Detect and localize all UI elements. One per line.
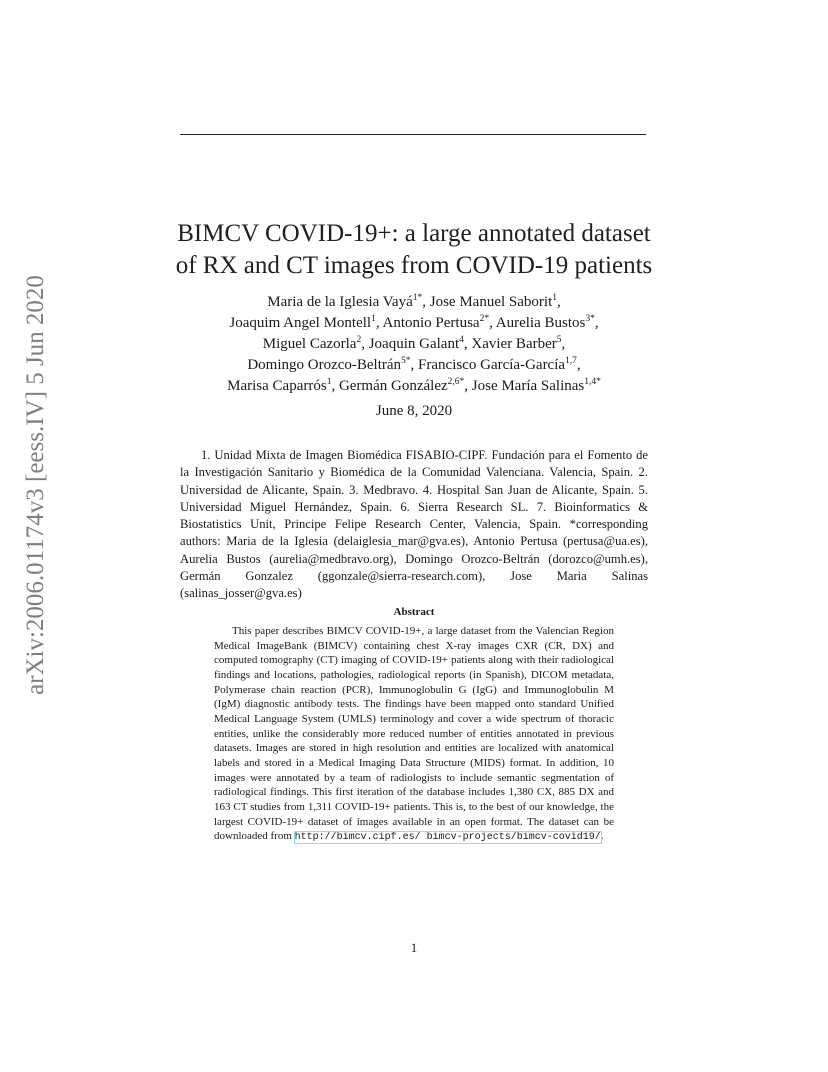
author-name: Miguel Cazorla [262,336,357,352]
author-list [170,292,658,397]
affiliation-mark: 1 [326,377,332,387]
page-number: 1 [410,940,418,955]
affiliation-mark: 2* [479,314,490,324]
separator: , [556,294,561,310]
publication-date: June 8, 2020 [375,403,453,419]
author-line-4 [170,355,658,376]
arxiv-id: arXiv:2006.01174v3 [eess.IV] 5 Jun 2020 [22,275,49,695]
author-name: Marisa Caparrós [227,378,327,394]
affiliation-mark: 2,6* [447,377,465,387]
dataset-download-link[interactable]: http://bimcv.cipf.es/ bimcv-projects/bimcv-covid19/ [294,832,601,844]
affiliation-mark: 1* [412,293,423,303]
abstract-heading: Abstract [393,606,435,618]
affiliation-mark: 1,4* [584,377,601,387]
author-name: , Joaquin Galant [361,336,460,352]
affiliation-mark: 1 [371,314,376,324]
author-name: Domingo Orozco-Beltrán [247,357,402,373]
paper-title [150,218,678,282]
author-line-3 [170,334,658,355]
author-name: , Aurelia Bustos [489,315,586,331]
author-line-5 [170,376,658,397]
affiliation-mark: 1 [552,293,557,303]
affiliation-mark: 5* [401,356,411,366]
author-name: , Francisco García-García [410,357,566,373]
affiliation-mark: 4 [459,335,464,345]
abstract-body [214,624,614,846]
separator: , [594,315,599,331]
affiliation-mark: 5 [556,335,562,345]
author-name: , Jose Manuel Saborit [422,294,553,310]
affiliation-mark: 1,7 [565,356,577,366]
author-name: Joaquim Angel Montell [229,315,372,331]
affiliation-mark: 2 [356,335,362,345]
author-name: Maria de la Iglesia Vayá [267,294,413,310]
affiliation-mark: 3* [585,314,595,324]
author-name: , Xavier Barber [463,336,557,352]
separator: , [561,336,566,352]
author-name: , Germán González [331,378,448,394]
abstract-text: This paper describes BIMCV COVID-19+, a large dataset from the Valencian Region Medical ImageBank (BIMCV) containing chest X-ray images CXR (CR, DX) and computed tomography (CT) imaging of COVID-19+ patients along with their radiological findings and locations, pathologies, radiological reports (in Spanish), DICOM metadata, Polymerase chain reaction (PCR), Immunoglobulin G (IgG) and Immunoglobulin M (IgM) diagnostic antibody tests. The findings have been mapped onto standard Unified Medical Language System (UMLS) terminology and cover a wide spectrum of thoracic entities, unlike the considerably more reduced number of entities annotated in previous datasets. Images are stored in high resolution and entities are localized with anatomical labels and stored in a Medical Imaging Data Structure (MIDS) format. In addition, 10 images were annotated by a team of radiologists to include semantic segmentation of radiological findings. This first iteration of the database includes 1,380 CX, 885 DX and 163 CT studies from 1,311 COVID-19+ patients. This is, to the best of our knowledge, the largest COVID-19+ dataset of images available in an open format. The dataset can be downloaded from [214,625,614,843]
title-line-1: BIMCV COVID-19+: a large annotated dataset [177,220,651,247]
top-rule [180,134,646,135]
author-line-2 [170,313,658,334]
title-line-2: of RX and CT images from COVID-19 patients [175,252,653,279]
author-name: , Jose María Salinas [464,378,585,394]
affiliations-paragraph: 1. Unidad Mixta de Imagen Biomédica FISABIO-CIPF. Fundación para el Fomento de la Investigación Sanitario y Biomédica de la Comunidad Valenciana. Valencia, Spain. 2. Universidad de Alicante, Spain. 3. Medbravo. 4. Hospital San Juan de Alicante, Spain. 5. Universidad Miguel Hernández, Spain. 6. Sierra Research SL. 7. Bioinformatics & Biostatistics Unit, Principe Felipe Research Center, Valencia, Spain. *corresponding authors: Maria de la Iglesia (delaiglesia_mar@gva.es), Antonio Pertusa (pertusa@ua.es), Aurelia Bustos (aurelia@medbravo.org), Domingo Orozco-Beltrán (dorozco@umh.es), Germán Gonzalez (ggonzale@sierra-research.com), Jose Maria Salinas (salinas_josser@gva.es) [180,448,648,601]
author-line-1 [170,292,658,313]
separator: , [576,357,581,373]
author-name: , Antonio Pertusa [375,315,480,331]
abstract-end: . [600,830,604,843]
